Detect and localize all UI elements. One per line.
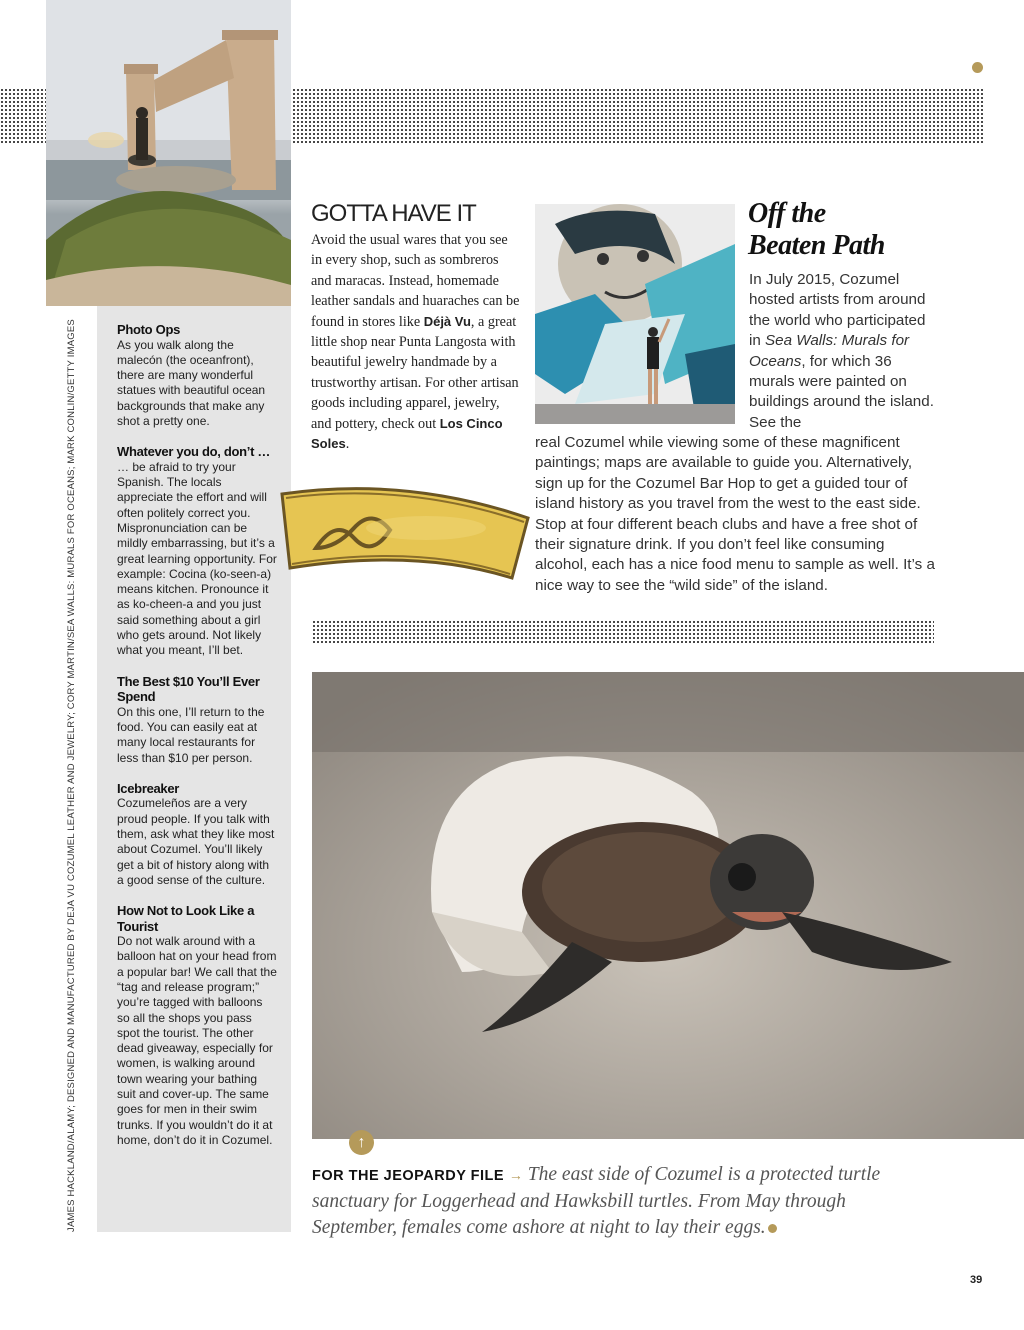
- paragraph-part: , for which 36 murals were painted on buildings around the island. See the: [749, 352, 934, 431]
- photo-credit: JAMES HACKLAND/ALAMY; DESIGNED AND MANUFACTURED BY DEJA VU COZUMEL LEATHER AND JEWELRY; CORY MARTIN/SEA WALLS: MURALS FOR OCEANS; MARK CONLIN/GETTY IMAGES: [66, 319, 77, 1232]
- leather-bracelet-photo: [276, 478, 536, 592]
- malecon-monument-photo: [46, 0, 291, 306]
- beaten-path-paragraph-narrow: [749, 270, 939, 433]
- sidebar-tips: [117, 322, 277, 1163]
- shop-name-deja-vu: Déjà Vu: [423, 313, 471, 329]
- page-number: 39: [970, 1274, 983, 1286]
- beaten-path-paragraph-wide: real Cozumel while viewing some of these magnificent paintings; maps are available to guide you. Alternatively, sign up for the Cozumel Bar Hop to get a guided tour of island history as you travel from the west to the east side. Stop at four different beach clubs and have a free shot of their signature drink. If you don’t feel like consuming alcohol, each has a nice food menu to sample as well. It’s a nice way to see the “wild side” of the island.: [535, 434, 935, 594]
- tip-body: As you walk along the malecón (the oceanfront), there are many wonderful statues with beautiful ocean backgrounds that make any shot a pretty one.: [117, 337, 266, 428]
- paragraph-part: In July 2015, Cozumel hosted artists from around the world who participated in: [749, 271, 926, 350]
- jeopardy-label: FOR THE JEOPARDY FILE: [312, 1168, 505, 1184]
- shop-name-los-cinco-soles: Los Cinco Soles: [311, 415, 503, 452]
- gotta-text-part: , a great little shop near Punta Langosta with beautiful jewelry handmade by a trustworthy artisan. For other artisan goods including apparel, jewelry, and pottery, check out: [311, 313, 519, 432]
- jeopardy-text: The east side of Cozumel is a protected turtle sanctuary for Loggerhead and Hawksbill turtles. From May through September, females come ashore at night to lay their eggs.: [312, 1164, 881, 1238]
- sea-walls-mural-photo: [535, 204, 735, 424]
- tip-body: On this one, I’ll return to the food. You can easily eat at many local restaurants for less than $10 per person.: [117, 704, 265, 765]
- end-mark-dot: [768, 1224, 777, 1233]
- tip-heading: The Best $10 You’ll Ever Spend: [117, 673, 260, 705]
- tip-heading: Photo Ops: [117, 322, 181, 337]
- title-line: Beaten Path: [748, 230, 885, 261]
- tip-heading: How Not to Look Like a Tourist: [117, 903, 255, 934]
- sea-walls-title-italic: Sea Walls: Murals for Oceans: [749, 332, 910, 370]
- tip-block: [117, 903, 277, 1148]
- hatchling-turtle-photo: [312, 672, 1024, 1139]
- tip-block: [117, 674, 277, 766]
- tip-body: Do not walk around with a balloon hat on your head from a popular bar! We call that the “tag and release program;” you’re tagged with balloons so all the shops you pass spot the tourist. The other dead giveaway, especially for women, is walking around town wearing your bathing suit and cover-up. The same goes for men in their swim trunks. If you wouldn’t do it at home, don’t do it in Cozumel.: [117, 934, 277, 1147]
- title-line: Off the: [748, 198, 826, 229]
- tip-heading: Whatever you do, don’t …: [117, 444, 271, 460]
- gold-dot-ornament: [972, 62, 983, 73]
- dotted-band-middle: [312, 620, 934, 644]
- tip-block: [117, 781, 277, 888]
- gotta-text-part: Avoid the usual wares that you see in every shop, such as sombreros and maracas. Instead, homemade leather sandals and huaraches can be found in stores like: [311, 232, 520, 330]
- arrow-right-icon: →: [508, 1167, 523, 1183]
- jeopardy-file-caption: [312, 1162, 922, 1241]
- tip-body: Cozumeleños are a very proud people. If you talk with them, ask what they like most about Cozumel. You’ll likely get a bit of history along with a good sense of the culture.: [117, 796, 275, 887]
- gotta-have-it-title: GOTTA HAVE IT: [311, 200, 476, 227]
- tip-heading: Icebreaker: [117, 780, 180, 796]
- gotta-have-it-text: [311, 230, 521, 454]
- gotta-text-part: .: [345, 436, 350, 453]
- tip-block: [117, 444, 277, 658]
- tip-block: [117, 322, 277, 429]
- tip-body: … be afraid to try your Spanish. The locals appreciate the effort and will often politely correct you. Mispronunciation can be mildly embarrassing, but it’s a great learning opportunity. For example: Cocina (ko-seen-a) means kitchen. Pronounce it as ko-cheen-a and you just said something about a girl who gets around. Not likely what you meant, I’ll bet.: [117, 459, 277, 658]
- up-arrow-icon: ↑: [349, 1130, 374, 1155]
- off-the-beaten-path-title: [748, 198, 885, 262]
